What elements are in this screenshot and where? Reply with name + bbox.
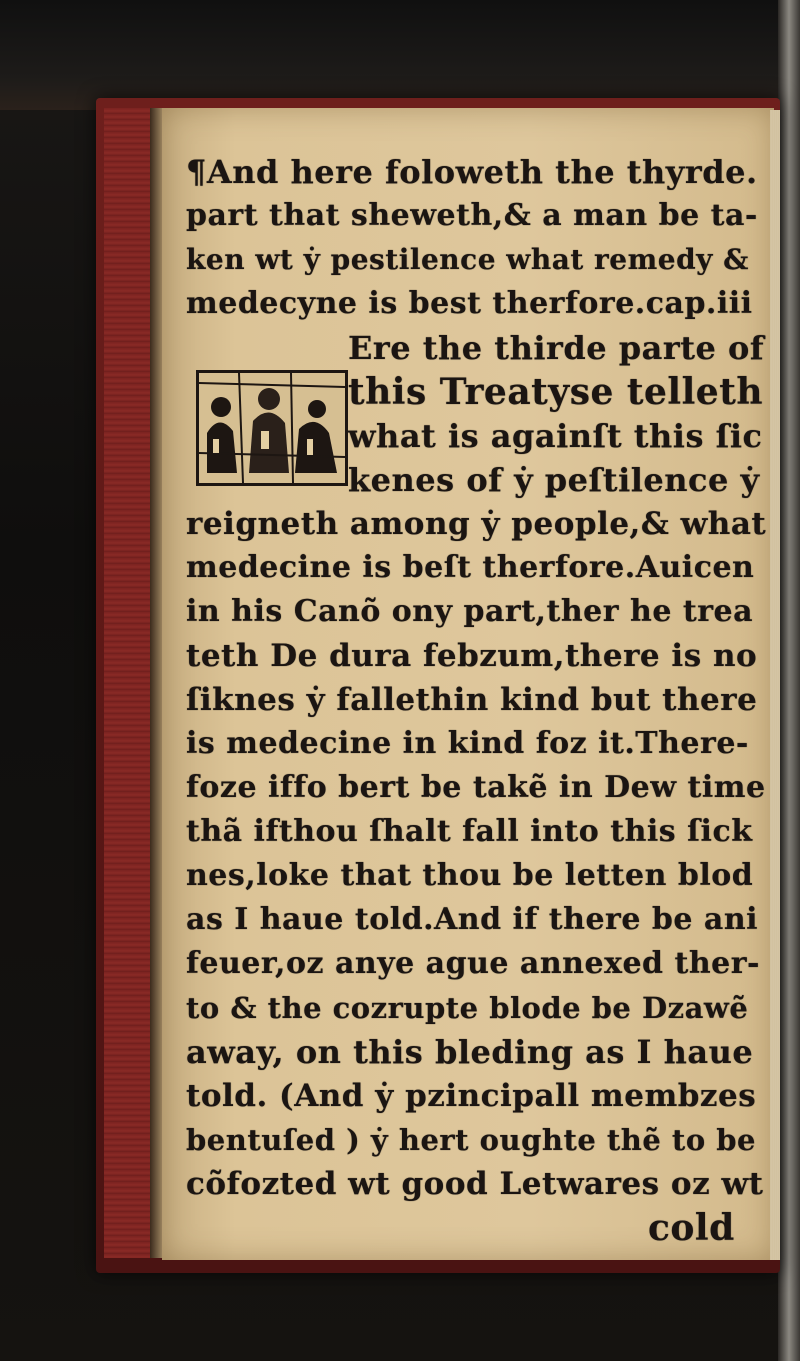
text-line: part that sheweth,& a man be ta- — [186, 198, 758, 233]
text-line: to & the cozrupte blode be Dzawẽ — [186, 991, 749, 1025]
text-line: away, on this bleding as I haue — [186, 1033, 754, 1071]
woodcut-initial-illustration — [196, 370, 348, 486]
text-line: reigneth among ẏ people,& what — [186, 506, 767, 542]
text-line: medecyne is best therfore.cap.iii — [186, 286, 753, 321]
woodcut-image — [199, 373, 345, 483]
text-line: told. (And ẏ pzincipall membzes — [186, 1078, 757, 1114]
text-line: feuer,oz anye ague annexed ther- — [186, 946, 760, 981]
text-line: ¶And here foloweth the thyrde. — [186, 153, 758, 191]
backdrop-right-edge — [778, 0, 800, 1361]
text-line: cõfozted wt good Letwares oz wt — [186, 1166, 764, 1202]
text-line: ken wt ẏ pestilence what remedy & — [186, 243, 749, 276]
backdrop — [0, 0, 800, 110]
text-line: nes,loke that thou be letten blod — [186, 858, 754, 893]
text-line: in his Canõ ony part,ther he trea — [186, 594, 754, 629]
text-line: bentuſed ) ẏ hert oughte thẽ to be — [186, 1123, 756, 1157]
text-line: kenes of ẏ peſtilence ẏ — [348, 461, 760, 499]
catchword: cold — [648, 1207, 735, 1249]
text-line: is medecine in kind foz it.There- — [186, 726, 749, 761]
text-line: foze iffo bert be takẽ in Dew time — [186, 770, 766, 805]
text-line: medecine is beſt therfore.Auicen — [186, 550, 755, 585]
page-edges — [770, 110, 780, 1260]
text-line: ſiknes ẏ fallethin kind but there — [186, 682, 758, 718]
text-line: as I haue told.And if there be ani — [186, 902, 759, 937]
text-line: Ere the thirde parte of — [348, 329, 765, 367]
text-line: teth De dura febzum,there is no — [186, 638, 758, 674]
text-line: thã ifthou ſhalt fall into this ſick — [186, 814, 753, 849]
text-line: what is againſt this ſic — [348, 417, 763, 455]
text-line: this Treatyse telleth — [348, 371, 763, 413]
